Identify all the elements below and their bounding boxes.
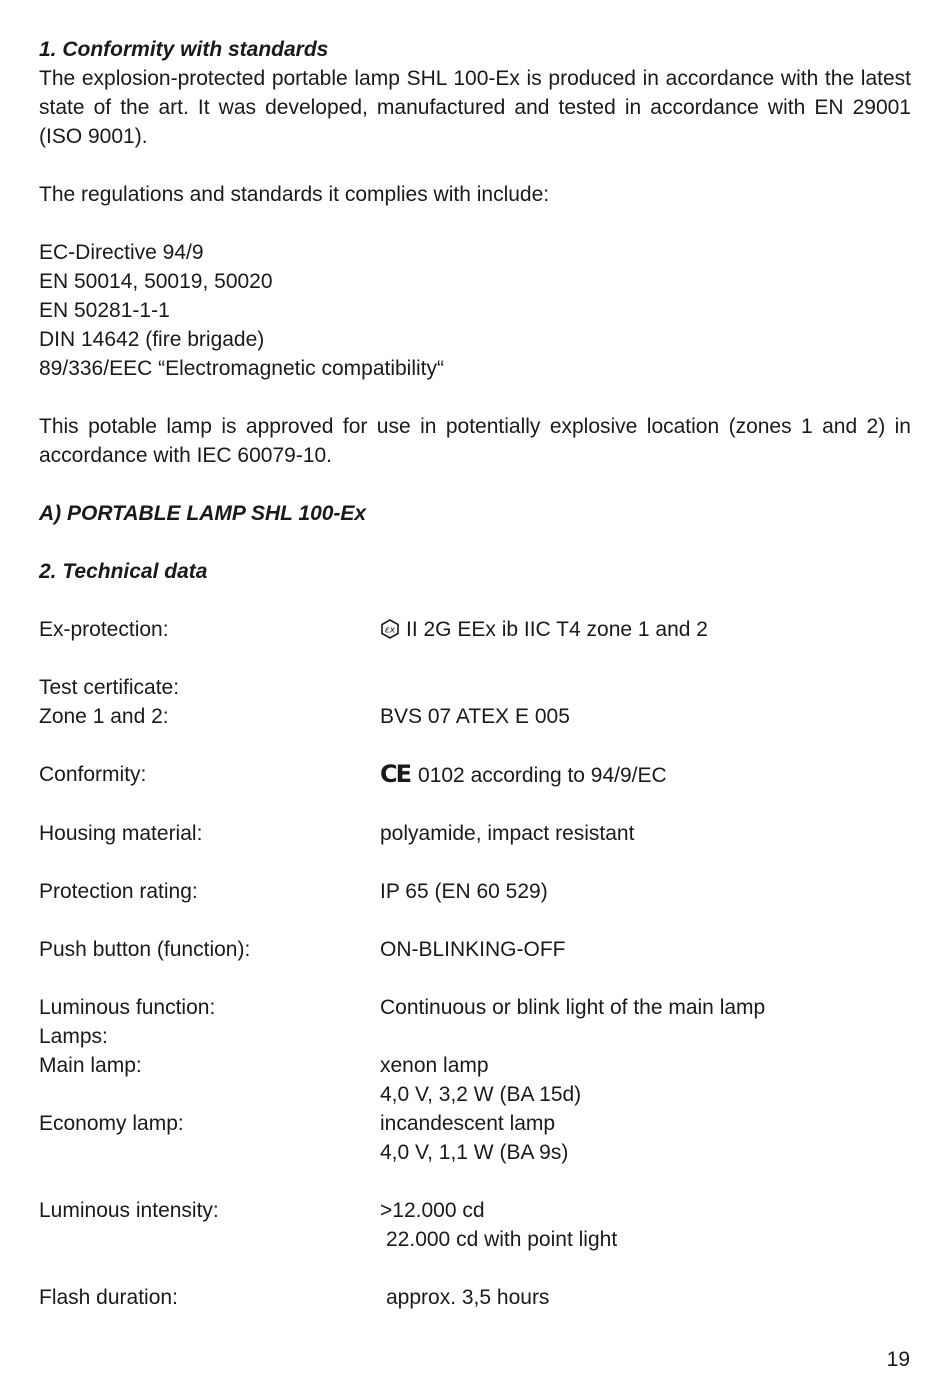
spacer xyxy=(39,151,911,180)
spec-value: >12.000 cd xyxy=(380,1199,485,1222)
spacer xyxy=(39,906,911,935)
spec-value: approx. 3,5 hours xyxy=(386,1286,550,1309)
standard-item: EC-Directive 94/9 xyxy=(39,241,204,264)
spacer xyxy=(39,731,911,760)
spec-row-economy-lamp xyxy=(39,1109,911,1138)
spec-label: Test certificate: xyxy=(39,676,180,699)
spec-row-main-lamp xyxy=(39,1051,911,1080)
standards-list xyxy=(39,238,911,383)
intro-paragraph: The explosion-protected portable lamp SHL 100-Ex is produced in accordance with the latest state of the art. It was developed, manufactured and tested in accordance with EN 29001 (ISO 9001). xyxy=(39,67,911,148)
spec-row-economy-lamp-rating xyxy=(39,1138,911,1167)
spacer xyxy=(39,383,911,412)
spec-label: Ex-protection: xyxy=(39,618,169,641)
spacer xyxy=(39,1254,911,1283)
spec-label: Lamps: xyxy=(39,1025,108,1048)
spec-row-luminous-intensity xyxy=(39,1196,911,1225)
spec-label: Main lamp: xyxy=(39,1054,142,1077)
spacer xyxy=(39,848,911,877)
approval-paragraph: This potable lamp is approved for use in potentially explosive location (zones 1 and 2) in accordance with IEC 60079-10. xyxy=(39,415,911,467)
ce-mark-icon: CE xyxy=(380,760,411,788)
standard-item: 89/336/EEC “Electromagnetic compatibility“ xyxy=(39,357,445,380)
page-number: 19 xyxy=(886,1348,910,1371)
document-page xyxy=(39,35,911,1312)
regulations-intro: The regulations and standards it complies with include: xyxy=(39,183,550,206)
conformity-value: 0102 according to 94/9/EC xyxy=(418,764,667,787)
spec-label: Luminous intensity: xyxy=(39,1199,219,1222)
spec-row-test-certificate xyxy=(39,673,911,702)
spec-row-zone xyxy=(39,702,911,731)
spec-row-conformity xyxy=(39,760,911,790)
spec-row-luminous-function xyxy=(39,993,911,1022)
ex-hexagon-icon xyxy=(380,619,400,639)
spec-value: 4,0 V, 3,2 W (BA 15d) xyxy=(380,1083,582,1106)
spec-value: xenon lamp xyxy=(380,1054,489,1077)
spec-label: Zone 1 and 2: xyxy=(39,705,169,728)
spec-row-housing xyxy=(39,819,911,848)
spec-row-push-button xyxy=(39,935,911,964)
spec-label: Luminous function: xyxy=(39,996,216,1019)
spec-value xyxy=(380,615,708,644)
spec-value: BVS 07 ATEX E 005 xyxy=(380,705,570,728)
spec-value: incandescent lamp xyxy=(380,1112,556,1135)
spec-row-flash-duration xyxy=(39,1283,911,1312)
standard-item: EN 50281-1-1 xyxy=(39,299,170,322)
portable-lamp-heading: A) PORTABLE LAMP SHL 100-Ex xyxy=(39,502,367,525)
spec-value: ON-BLINKING-OFF xyxy=(380,938,566,961)
technical-data-table xyxy=(39,615,911,1312)
conformity-heading: 1. Conformity with standards xyxy=(39,38,329,61)
ex-protection-value: II 2G EEx ib IIC T4 zone 1 and 2 xyxy=(406,618,708,641)
spec-label: Housing material: xyxy=(39,822,203,845)
spacer xyxy=(39,528,911,557)
standard-item: EN 50014, 50019, 50020 xyxy=(39,270,273,293)
spec-row-main-lamp-rating xyxy=(39,1080,911,1109)
spacer xyxy=(39,790,911,819)
spec-row-ex-protection xyxy=(39,615,911,644)
spec-value: Continuous or blink light of the main lamp xyxy=(380,996,766,1019)
spec-row-point-light xyxy=(39,1225,911,1254)
spec-label: Protection rating: xyxy=(39,880,198,903)
spacer xyxy=(39,209,911,238)
spec-label: Economy lamp: xyxy=(39,1112,184,1135)
spec-row-lamps xyxy=(39,1022,911,1051)
spacer xyxy=(39,644,911,673)
svg-text:εx: εx xyxy=(384,625,396,636)
spec-value: IP 65 (EN 60 529) xyxy=(380,880,548,903)
technical-data-heading: 2. Technical data xyxy=(39,560,208,583)
standard-item: DIN 14642 (fire brigade) xyxy=(39,328,265,351)
spacer xyxy=(39,964,911,993)
spacer xyxy=(39,1167,911,1196)
spec-value: 22.000 cd with point light xyxy=(386,1228,618,1251)
spec-label: Push button (function): xyxy=(39,938,251,961)
spacer xyxy=(39,470,911,499)
spec-value xyxy=(380,760,667,790)
spacer xyxy=(39,586,911,615)
spec-label: Conformity: xyxy=(39,763,147,786)
spec-row-protection xyxy=(39,877,911,906)
spec-label: Flash duration: xyxy=(39,1286,178,1309)
spec-value: polyamide, impact resistant xyxy=(380,822,635,845)
spec-value: 4,0 V, 1,1 W (BA 9s) xyxy=(380,1141,569,1164)
